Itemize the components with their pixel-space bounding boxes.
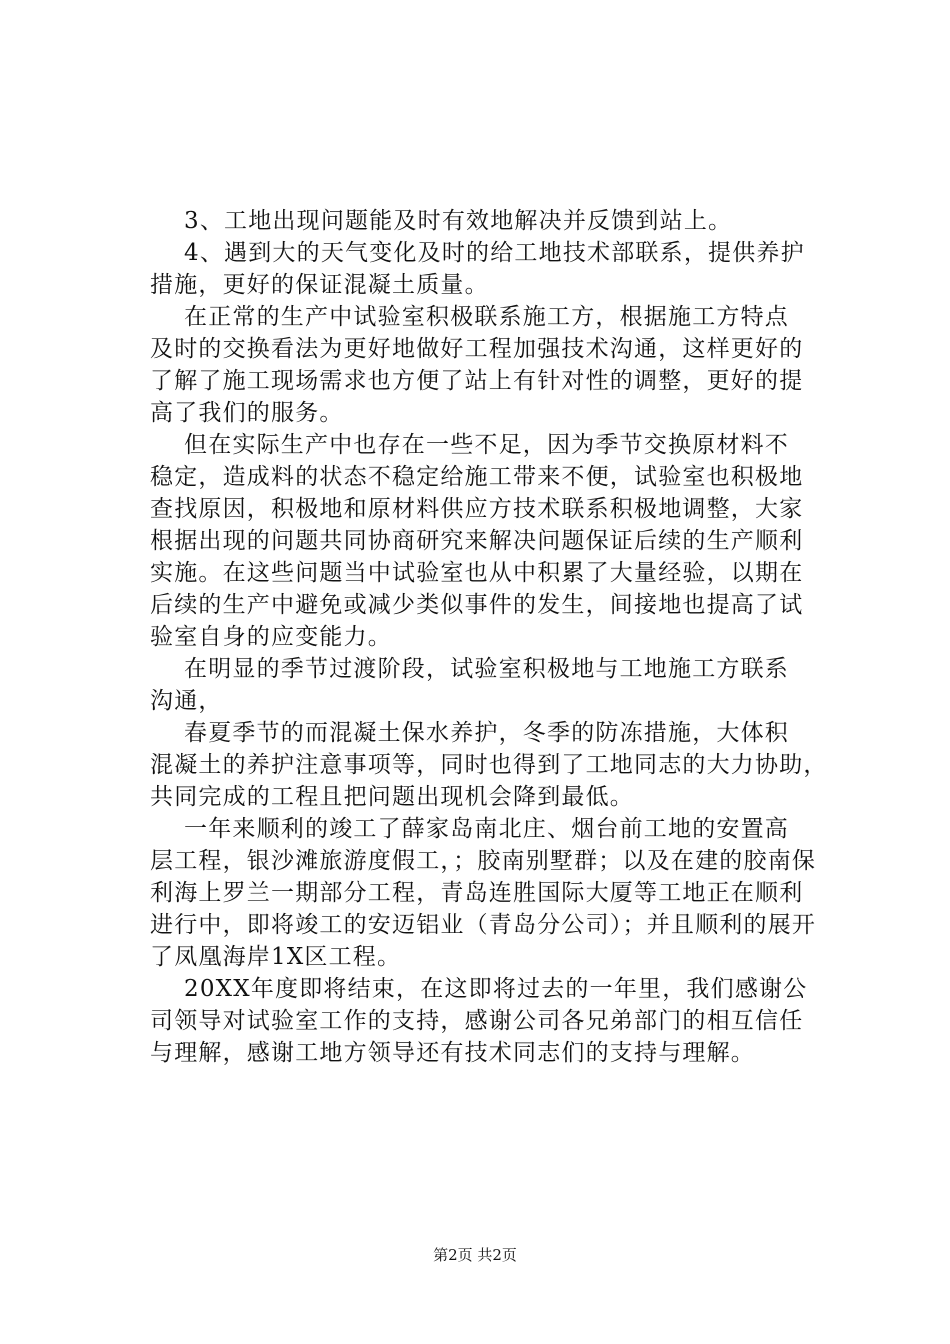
text-line: 措施，更好的保证混凝土质量。	[150, 272, 489, 298]
text-line: 进行中，即将竣工的安迈铝业（青岛分公司）；并且顺利的展开	[150, 912, 817, 938]
text-line: 查找原因，积极地和原材料供应方技术联系积极地调整，大家	[150, 496, 804, 522]
text-line: 20XX年度即将结束，在这即将过去的一年里，我们感谢公	[184, 976, 808, 1002]
text-line: 但在实际生产中也存在一些不足，因为季节交换原材料不	[184, 432, 789, 458]
text-line: 实施。在这些问题当中试验室也从中积累了大量经验，以期在	[150, 560, 804, 586]
text-line: 及时的交换看法为更好地做好工程加强技术沟通，这样更好的	[150, 336, 804, 362]
text-line: 验室自身的应变能力。	[150, 624, 392, 650]
text-line: 在正常的生产中试验室积极联系施工方，根据施工方特点	[184, 304, 789, 330]
text-line: 共同完成的工程且把问题出现机会降到最低。	[150, 784, 634, 810]
document-body	[150, 205, 840, 1069]
text-line: 混凝土的养护注意事项等，同时也得到了工地同志的大力协助，	[150, 752, 828, 778]
text-line: 后续的生产中避免或减少类似事件的发生，间接地也提高了试	[150, 592, 804, 618]
text-line: 沟通，	[150, 688, 223, 714]
text-line: 稳定，造成料的状态不稳定给施工带来不便，试验室也积极地	[150, 464, 804, 490]
text-line: 在明显的季节过渡阶段，试验室积极地与工地施工方联系	[184, 656, 789, 682]
text-line: 了解了施工现场需求也方便了站上有针对性的调整，更好的提	[150, 368, 804, 394]
text-line: 与理解，感谢工地方领导还有技术同志们的支持与理解。	[150, 1040, 755, 1066]
text-line: 3、工地出现问题能及时有效地解决并反馈到站上。	[184, 208, 733, 234]
text-line: 4、遇到大的天气变化及时的给工地技术部联系，提供养护	[184, 240, 805, 266]
text-line: 一年来顺利的竣工了薛家岛南北庄、烟台前工地的安置高	[184, 816, 789, 842]
text-line: 利海上罗兰一期部分工程，青岛连胜国际大厦等工地正在顺利	[150, 880, 804, 906]
text-line: 根据出现的问题共同协商研究来解决问题保证后续的生产顺利	[150, 528, 804, 554]
page-number-footer: 第2页 共2页	[433, 1246, 517, 1264]
text-line: 春夏季节的而混凝土保水养护，冬季的防冻措施，大体积	[184, 720, 789, 746]
text-line: 高了我们的服务。	[150, 400, 344, 426]
text-line: 司领导对试验室工作的支持，感谢公司各兄弟部门的相互信任	[150, 1008, 804, 1034]
text-line: 层工程，银沙滩旅游度假工，；胶南别墅群；以及在建的胶南保	[150, 848, 817, 874]
text-line: 了凤凰海岸1X区工程。	[150, 944, 402, 970]
